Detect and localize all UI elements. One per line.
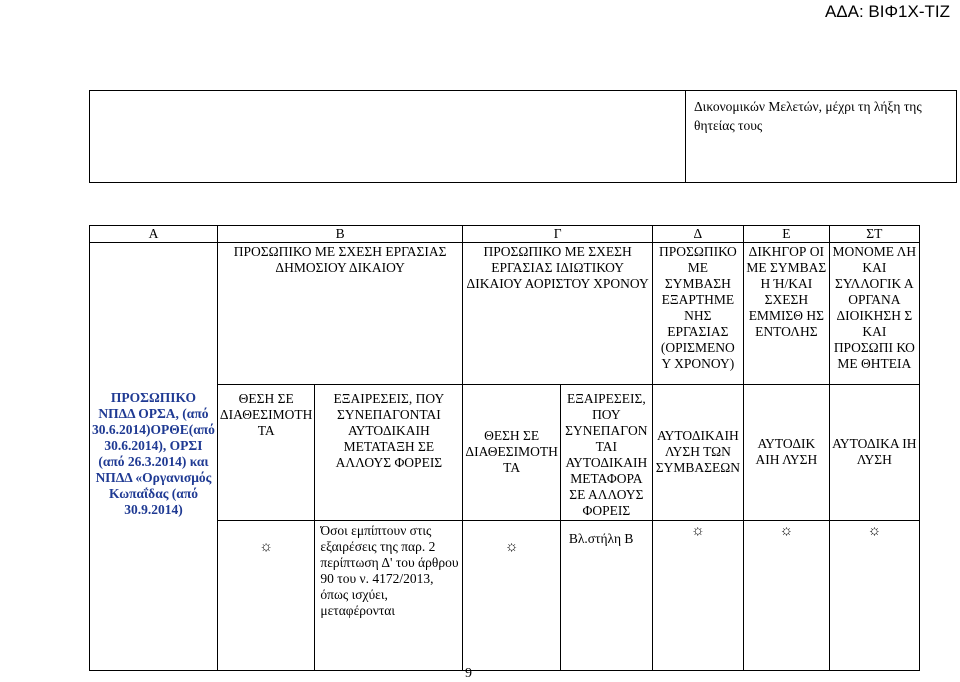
st-sun-cell bbox=[829, 520, 919, 670]
col-letter-d: Δ bbox=[652, 226, 743, 243]
g-note-cell: Βλ.στήλη Β bbox=[560, 520, 652, 670]
sun-icon: ☼ bbox=[690, 522, 705, 539]
header-e: ΔΙΚΗΓΟΡ ΟΙ ΜΕ ΣΥΜΒΑΣ Η Ή/ΚΑΙ ΣΧΕΣΗ ΕΜΜΙΣΘ ΗΣ ΕΝΤΟΛΗΣ bbox=[743, 243, 829, 385]
b-note-cell: Όσοι εμπίπτουν στις εξαιρέσεις της παρ. 2 περίπτωση Δ' του άρθρου 90 του ν. 4172/2013, όπως ισχύει, μεταφέρονται bbox=[315, 520, 463, 670]
col-letter-a: Α bbox=[90, 226, 218, 243]
sun-icon: ☼ bbox=[259, 538, 274, 555]
page-number: 9 bbox=[465, 666, 472, 681]
data-row-main bbox=[90, 384, 920, 520]
main-table bbox=[89, 225, 920, 671]
sun-icon: ☼ bbox=[504, 538, 519, 555]
col-letter-st: ΣΤ bbox=[829, 226, 919, 243]
top-table bbox=[89, 90, 957, 183]
header-st: ΜΟΝΟΜΕ ΛΗ ΚΑΙ ΣΥΛΛΟΓΙΚ Α ΟΡΓΑΝΑ ΔΙΟΙΚΗΣΗ Σ ΚΑΙ ΠΡΟΣΩΠΙ ΚΟ ΜΕ ΘΗΤΕΙΑ bbox=[829, 243, 919, 385]
g-exaireseis-cell: ΕΞΑΙΡΕΣΕΙΣ, ΠΟΥ ΣΥΝΕΠΑΓΟΝ ΤΑΙ ΑΥΤΟΔΙΚΑΙΗ ΜΕΤΑΦΟΡΑ ΣΕ ΑΛΛΟΥΣ ΦΟΡΕΙΣ bbox=[560, 384, 652, 520]
b-sun-cell bbox=[217, 520, 314, 670]
d-lysi-cell: ΑΥΤΟΔΙΚΑΙΗ ΛΥΣΗ ΤΩΝ ΣΥΜΒΑΣΕΩΝ bbox=[652, 384, 743, 520]
col-letter-b: Β bbox=[217, 226, 462, 243]
g-thesi-cell: ΘΕΣΗ ΣΕ ΔΙΑΘΕΣΙΜΟΤΗ ΤΑ bbox=[463, 384, 560, 520]
header-a-empty bbox=[90, 243, 218, 385]
b-exaireseis-cell: ΕΞΑΙΡΕΣΕΙΣ, ΠΟΥ ΣΥΝΕΠΑΓΟΝΤΑΙ ΑΥΤΟΔΙΚΑΙΗ ΜΕΤΑΤΑΞΗ ΣΕ ΑΛΛΟΥΣ ΦΟΡΕΙΣ bbox=[315, 384, 463, 520]
personnel-cell: ΠΡΟΣΩΠΙΚΟ ΝΠΔΔ ΟΡΣΑ, (από 30.6.2014)ΟΡΘΕ(από 30.6.2014), ΟΡΣΙ (από 26.3.2014) και ΝΠΔΔ «Οργανισμός Κωπαΐδας (από 30.9.2014) bbox=[90, 384, 218, 670]
sun-icon: ☼ bbox=[867, 522, 882, 539]
column-headers-row bbox=[90, 243, 920, 385]
top-empty-cell bbox=[90, 91, 686, 183]
d-sun-cell bbox=[652, 520, 743, 670]
ada-code: ΑΔΑ: ΒΙΦ1Χ-ΤΙΖ bbox=[824, 2, 950, 21]
header-d: ΠΡΟΣΩΠΙΚΟ ΜΕ ΣΥΜΒΑΣΗ ΕΞΑΡΤΗΜΕ ΝΗΣ ΕΡΓΑΣΙΑΣ (ΟΡΙΣΜΕΝΟ Υ ΧΡΟΝΟΥ) bbox=[652, 243, 743, 385]
b-thesi-cell: ΘΕΣΗ ΣΕ ΔΙΑΘΕΣΙΜΟΤΗ ΤΑ bbox=[217, 384, 314, 520]
e-sun-cell bbox=[743, 520, 829, 670]
col-letter-e: Ε bbox=[743, 226, 829, 243]
column-letters-row bbox=[90, 226, 920, 243]
e-lysi-cell: ΑΥΤΟΔΙΚ ΑΙΗ ΛΥΣΗ bbox=[743, 384, 829, 520]
header-g: ΠΡΟΣΩΠΙΚΟ ΜΕ ΣΧΕΣΗ ΕΡΓΑΣΙΑΣ ΙΔΙΩΤΙΚΟΥ ΔΙΚΑΙΟΥ ΑΟΡΙΣΤΟΥ ΧΡΟΝΟΥ bbox=[463, 243, 652, 385]
g-sun-cell bbox=[463, 520, 560, 670]
col-letter-g: Γ bbox=[463, 226, 652, 243]
st-lysi-cell: ΑΥΤΟΔΙΚΑ ΙΗ ΛΥΣΗ bbox=[829, 384, 919, 520]
header-b: ΠΡΟΣΩΠΙΚΟ ΜΕ ΣΧΕΣΗ ΕΡΓΑΣΙΑΣ ΔΗΜΟΣΙΟΥ ΔΙΚΑΙΟΥ bbox=[217, 243, 462, 385]
sun-icon: ☼ bbox=[779, 522, 794, 539]
top-text-cell: Δικονομικών Μελετών, μέχρι τη λήξη της θητείας τους bbox=[686, 91, 957, 183]
